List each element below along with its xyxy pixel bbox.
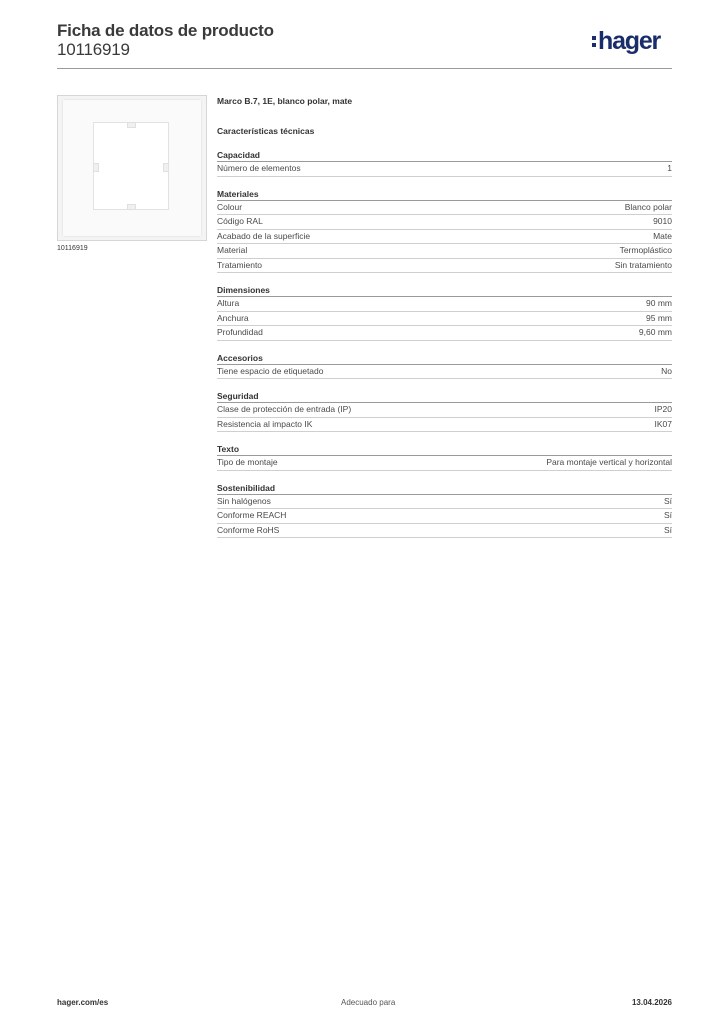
spec-row [217, 418, 672, 433]
spec-label: Altura [217, 298, 240, 308]
spec-label: Acabado de la superficie [217, 230, 311, 241]
spec-label: Código RAL [217, 216, 263, 226]
section-title: Texto [217, 443, 672, 456]
page-title: Ficha de datos de producto [57, 21, 274, 40]
spec-label: Conforme RoHS [217, 524, 280, 535]
spec-value: Sin tratamiento [614, 259, 672, 270]
spec-value: 1 [667, 163, 672, 173]
spec-label: Profundidad [217, 327, 263, 337]
spec-row [217, 259, 672, 274]
spec-label: Resistencia al impacto IK [217, 418, 313, 429]
frame-picture [63, 100, 201, 236]
section-title: Sostenibilidad [217, 482, 672, 495]
spec-value: 90 mm [646, 298, 672, 308]
tech-heading: Características técnicas [217, 126, 315, 136]
section-title: Accesorios [217, 352, 672, 365]
spec-value: Para montaje vertical y horizontal [546, 457, 672, 467]
spec-value: Sí [663, 510, 672, 520]
logo-dots-icon [592, 36, 596, 47]
spec-label: Material [217, 245, 248, 255]
footer-center-text: Adecuado para [341, 998, 396, 1007]
logo-text: hager [598, 27, 661, 55]
section-title: Capacidad [217, 149, 672, 162]
spec-row [217, 365, 672, 380]
spec-value: Blanco polar [624, 201, 672, 212]
spec-row [217, 495, 672, 510]
spec-value: 9,60 mm [638, 327, 672, 337]
spec-row [217, 403, 672, 418]
footer-website: hager.com/es [57, 998, 109, 1007]
spec-value: No [661, 365, 672, 376]
spec-label: Tipo de montaje [217, 457, 278, 467]
product-name: Marco B.7, 1E, blanco polar, mate [217, 96, 353, 106]
spec-value: IK07 [654, 418, 672, 429]
section-title: Dimensiones [217, 284, 672, 297]
header-divider [57, 68, 672, 69]
spec-value: Sí [663, 495, 672, 506]
spec-row [217, 297, 672, 312]
spec-row [217, 312, 672, 327]
spec-value: 9010 [653, 216, 672, 226]
spec-label: Tiene espacio de etiquetado [217, 365, 324, 376]
spec-row [217, 326, 672, 341]
spec-row [217, 162, 672, 177]
footer-date: 13.04.2026 [631, 998, 672, 1007]
spec-row [217, 244, 672, 259]
product-image [57, 95, 207, 241]
product-code: 10116919 [57, 40, 130, 59]
section-title: Seguridad [217, 390, 672, 403]
spec-row [217, 524, 672, 539]
spec-value: 95 mm [646, 312, 672, 323]
image-caption: 10116919 [57, 245, 88, 252]
spec-label: Conforme REACH [217, 510, 287, 520]
spec-value: Mate [653, 230, 672, 241]
spec-row [217, 456, 672, 471]
spec-row [217, 230, 672, 245]
spec-label: Número de elementos [217, 163, 301, 173]
spec-value: IP20 [654, 404, 672, 414]
spec-sheet [217, 95, 672, 538]
spec-label: Sin halógenos [217, 495, 271, 506]
spec-label: Tratamiento [217, 259, 263, 270]
spec-row [217, 215, 672, 230]
hager-logo [592, 28, 660, 54]
spec-label: Anchura [217, 312, 249, 323]
spec-value: Termoplástico [619, 245, 672, 255]
spec-label: Clase de protección de entrada (IP) [217, 404, 352, 414]
spec-label: Colour [217, 201, 243, 212]
frame-opening [93, 122, 169, 210]
spec-row [217, 201, 672, 216]
spec-sections [217, 149, 672, 538]
section-title: Materiales [217, 188, 672, 201]
spec-row [217, 509, 672, 524]
spec-value: Sí [663, 524, 672, 535]
